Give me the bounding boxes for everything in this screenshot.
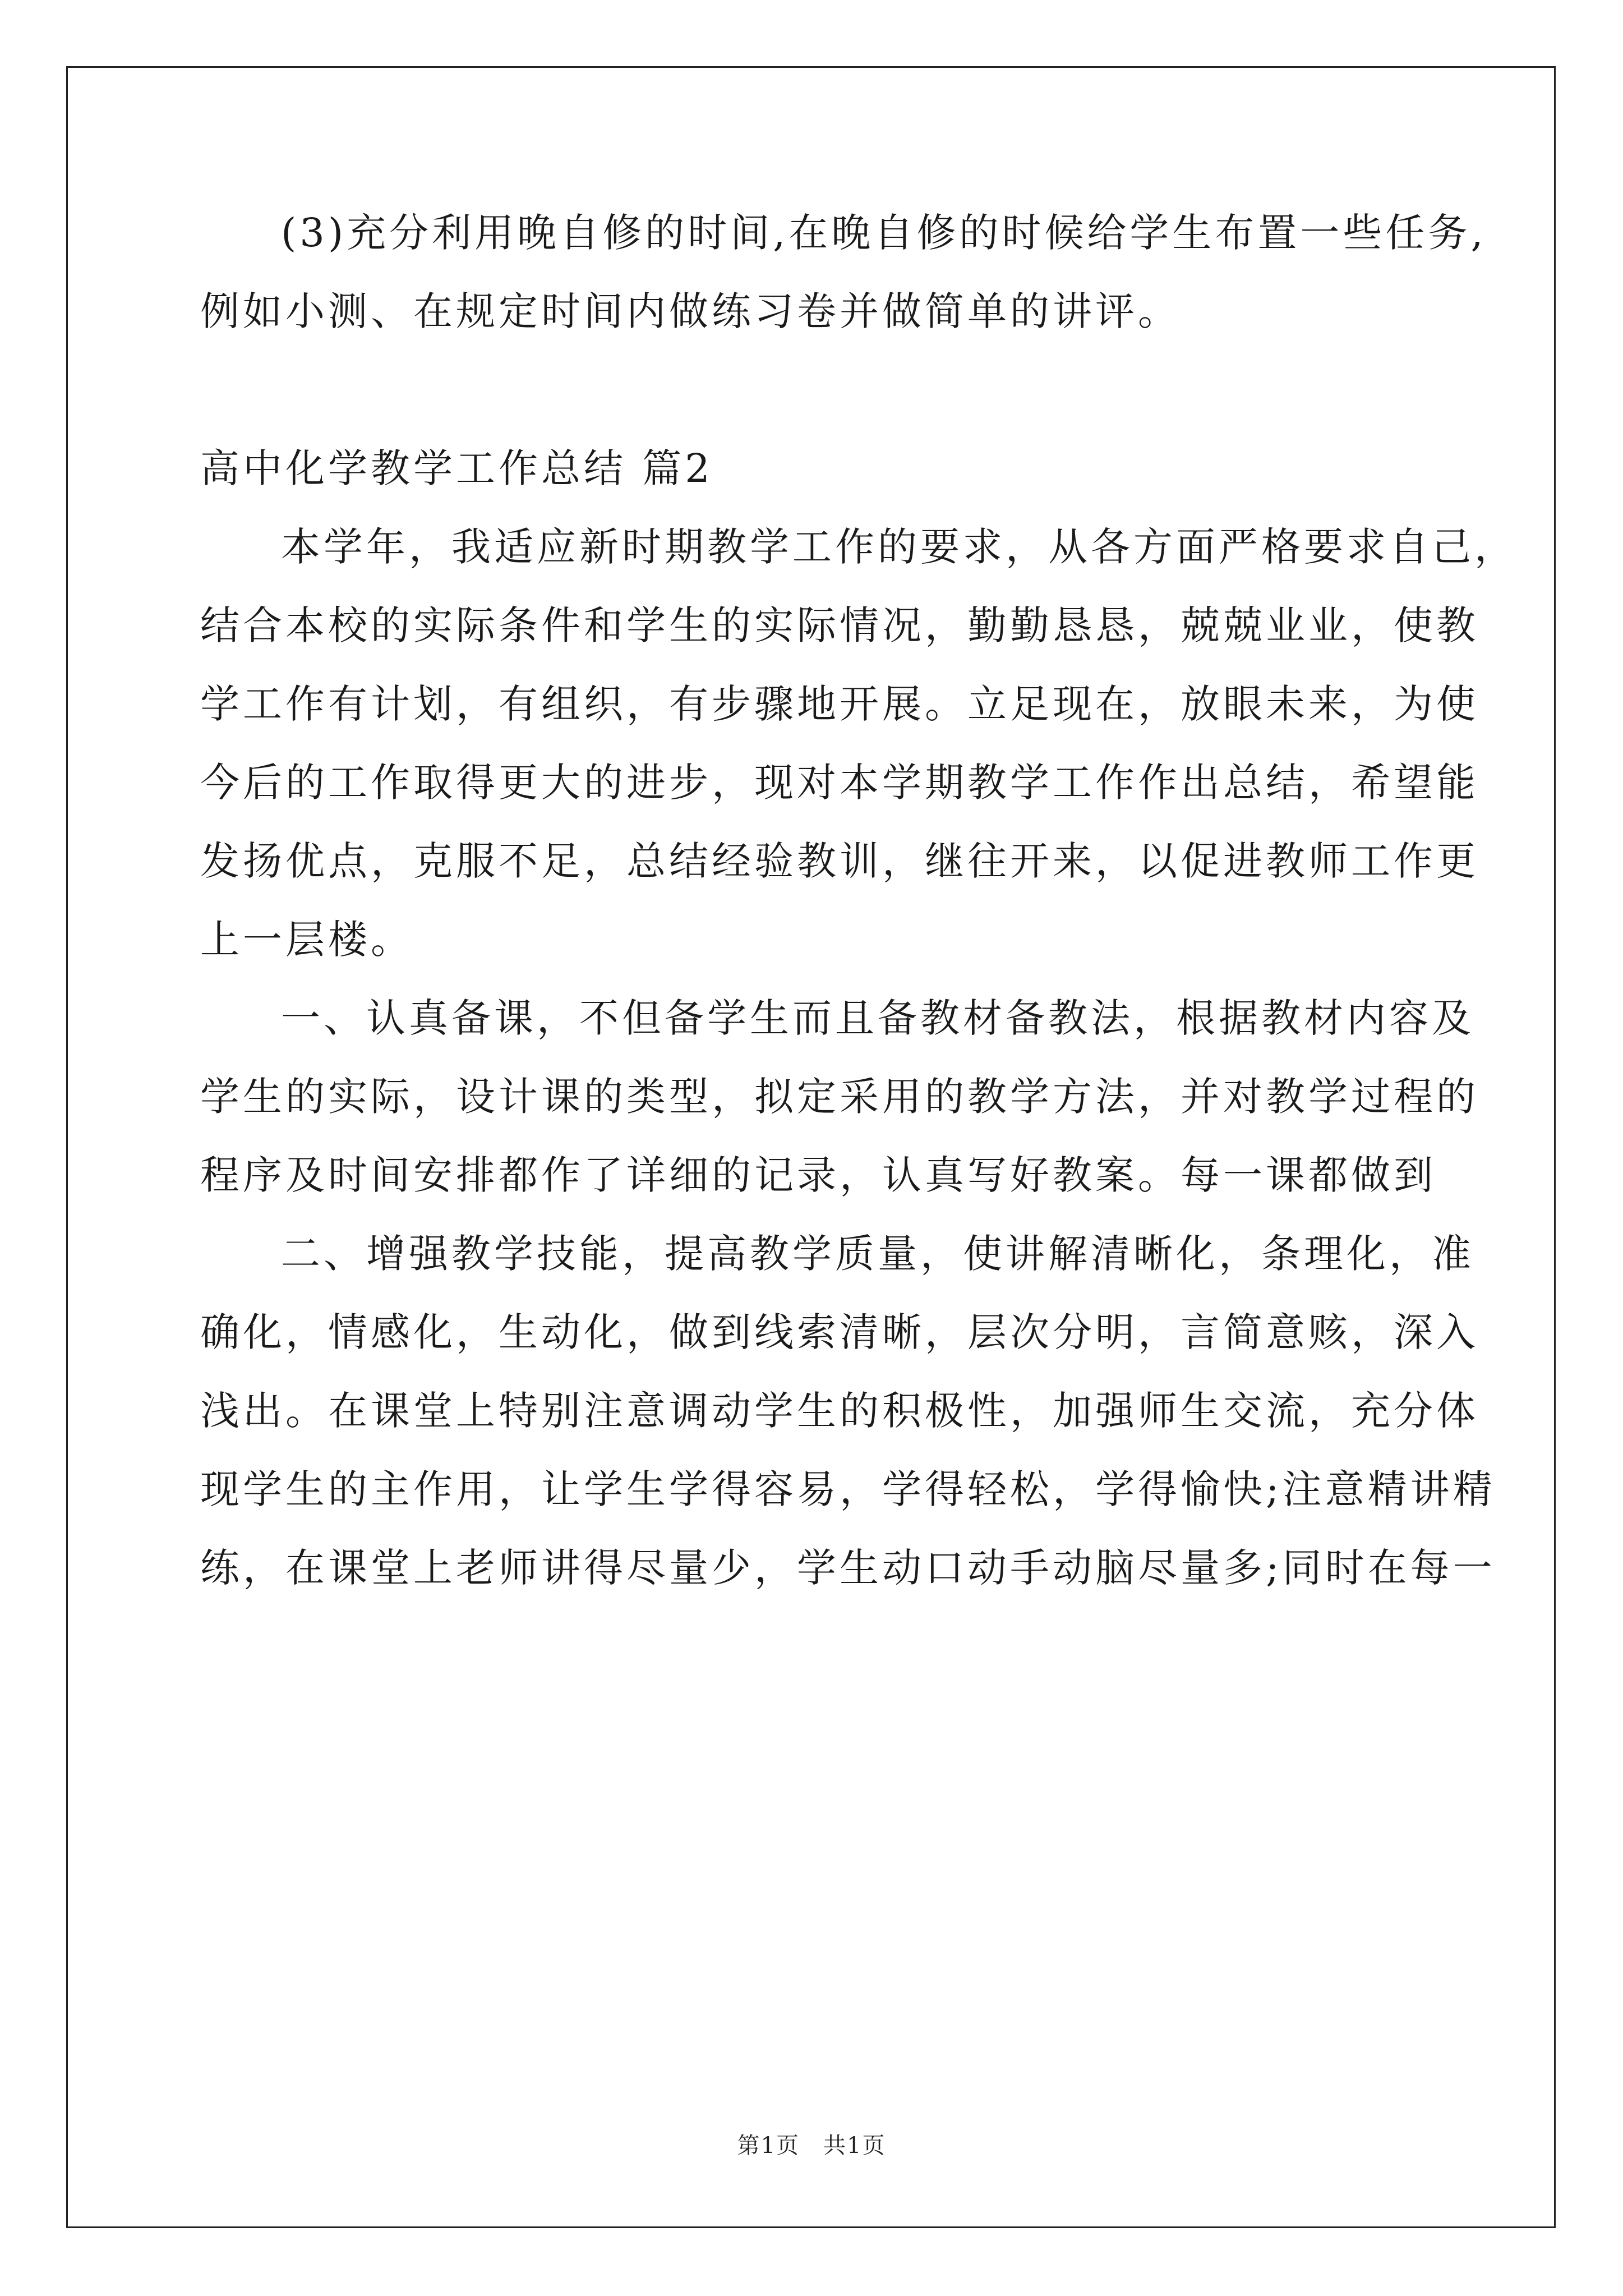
paragraph-line: 浅出。在课堂上特别注意调动学生的积极性，加强师生交流，充分体 bbox=[200, 1388, 1479, 1434]
paragraph-line: 确化，情感化，生动化，做到线索清晰，层次分明，言简意赅，深入 bbox=[200, 1309, 1479, 1355]
page-footer: 第1页 共1页 bbox=[737, 2133, 886, 2159]
paragraph-line: 上一层楼。 bbox=[200, 917, 413, 963]
paragraph-line: 发扬优点，克服不足，总结经验教训，继往开来，以促进教师工作更 bbox=[200, 838, 1479, 884]
paragraph-line: 一、认真备课，不但备学生而且备教材备教法，根据教材内容及 bbox=[281, 995, 1474, 1041]
page-border bbox=[66, 66, 1556, 2228]
paragraph-line: 练，在课堂上老师讲得尽量少，学生动口动手动脑尽量多;同时在每一 bbox=[200, 1545, 1496, 1591]
paragraph-line: 学工作有计划，有组织，有步骤地开展。立足现在，放眼未来，为使 bbox=[200, 681, 1479, 727]
paragraph-line: (3)充分利用晚自修的时间,在晚自修的时候给学生布置一些任务, bbox=[281, 210, 1487, 256]
paragraph-line: 程序及时间安排都作了详细的记录，认真写好教案。每一课都做到 bbox=[200, 1152, 1436, 1198]
paragraph-line: 例如小测、在规定时间内做练习卷并做简单的讲评。 bbox=[200, 288, 1181, 334]
paragraph-line: 现学生的主作用，让学生学得容易，学得轻松，学得愉快;注意精讲精 bbox=[200, 1466, 1496, 1512]
paragraph-line: 今后的工作取得更大的进步，现对本学期教学工作作出总结，希望能 bbox=[200, 760, 1479, 806]
paragraph-line: 本学年，我适应新时期教学工作的要求，从各方面严格要求自己， bbox=[281, 524, 1517, 570]
paragraph-line: 学生的实际，设计课的类型，拟定采用的教学方法，并对教学过程的 bbox=[200, 1074, 1479, 1120]
paragraph-line: 结合本校的实际条件和学生的实际情况，勤勤恳恳，兢兢业业，使教 bbox=[200, 602, 1479, 648]
paragraph-line: 二、增强教学技能，提高教学质量，使讲解清晰化，条理化，准 bbox=[281, 1231, 1474, 1277]
section-heading: 高中化学教学工作总结 篇2 bbox=[200, 445, 713, 491]
